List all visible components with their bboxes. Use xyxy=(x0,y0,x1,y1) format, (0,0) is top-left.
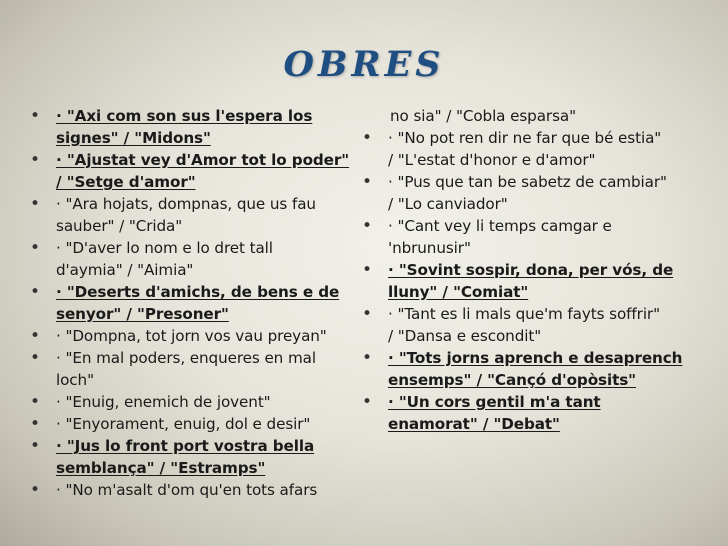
left-column xyxy=(30,105,365,501)
work-title-text: · "Axi com son sus l'espera los signes" / "Midons" xyxy=(56,107,313,147)
work-list-item xyxy=(30,479,365,501)
work-title-text: · "Sovint sospir, dona, per vós, de lluny" / "Comiat" xyxy=(388,261,674,301)
work-list-item xyxy=(362,171,702,215)
work-title-text: · "No m'asalt d'om qu'en tots afars xyxy=(56,481,318,499)
work-list-item xyxy=(362,127,702,171)
work-list-item xyxy=(362,259,702,303)
work-title-text: · "No pot ren dir ne far que bé estia" / "L'estat d'honor e d'amor" xyxy=(388,129,662,169)
bullet-icon: • xyxy=(362,392,372,412)
work-list-item xyxy=(30,413,365,435)
work-title-text: · "Ara hojats, dompnas, que us fau sauber" / "Crida" xyxy=(56,195,316,235)
bullet-icon: • xyxy=(362,216,372,236)
work-title-text: · "D'aver lo nom e lo dret tall d'aymia" / "Aimia" xyxy=(56,239,273,279)
work-list-item xyxy=(30,435,365,479)
work-list-item xyxy=(362,303,702,347)
work-list-item xyxy=(362,391,702,435)
bullet-icon: • xyxy=(30,150,40,170)
work-list-item xyxy=(30,105,365,149)
work-title-text: · "Pus que tan be sabetz de cambiar" / "Lo canviador" xyxy=(388,173,667,213)
work-list-item xyxy=(30,237,365,281)
work-list-item xyxy=(30,281,365,325)
work-title-text: · "Dompna, tot jorn vos vau preyan" xyxy=(56,327,327,345)
continued-list-item: no sia" / "Cobla esparsa" xyxy=(390,107,576,125)
bullet-icon: • xyxy=(30,106,40,126)
work-list-item xyxy=(30,149,365,193)
work-title-text: · "Un cors gentil m'a tant enamorat" / "Debat" xyxy=(388,393,601,433)
bullet-icon: • xyxy=(362,128,372,148)
work-list-item xyxy=(30,325,365,347)
bullet-icon: • xyxy=(30,414,40,434)
bullet-icon: • xyxy=(362,172,372,192)
work-title-text: · "Tant es li mals que'm fayts soffrir" / "Dansa e escondit" xyxy=(388,305,660,345)
bullet-icon: • xyxy=(362,348,372,368)
left-work-list xyxy=(30,105,365,501)
bullet-icon: • xyxy=(30,282,40,302)
work-title-text: · "Enyorament, enuig, dol e desir" xyxy=(56,415,311,433)
work-list-item xyxy=(30,193,365,237)
bullet-icon: • xyxy=(30,392,40,412)
bullet-icon: • xyxy=(30,480,40,500)
work-title-text: · "Jus lo front port vostra bella semblança" / "Estramps" xyxy=(56,437,315,477)
right-column xyxy=(362,105,702,435)
work-title-text: · "Deserts d'amichs, de bens e de senyor" / "Presoner" xyxy=(56,283,340,323)
bullet-icon: • xyxy=(30,326,40,346)
bullet-icon: • xyxy=(362,260,372,280)
bullet-icon: • xyxy=(30,194,40,214)
work-list-item xyxy=(362,215,702,259)
work-list-item xyxy=(30,347,365,391)
bullet-icon: • xyxy=(30,436,40,456)
work-title-text: · "Ajustat vey d'Amor tot lo poder" / "Setge d'amor" xyxy=(56,151,350,191)
work-title-text: · "En mal poders, enqueres en mal loch" xyxy=(56,349,316,389)
work-title-text: · "Enuig, enemich de jovent" xyxy=(56,393,271,411)
bullet-icon: • xyxy=(362,304,372,324)
slide-title: OBRES xyxy=(283,44,445,85)
work-title-text: · "Cant vey li temps camgar e 'nbrunusir" xyxy=(388,217,612,257)
bullet-icon: • xyxy=(30,348,40,368)
right-work-list xyxy=(362,105,702,435)
bullet-icon: • xyxy=(30,238,40,258)
work-list-item xyxy=(362,347,702,391)
work-title-text: · "Tots jorns aprench e desaprench ensemps" / "Cançó d'opòsits" xyxy=(388,349,683,389)
work-list-item xyxy=(30,391,365,413)
